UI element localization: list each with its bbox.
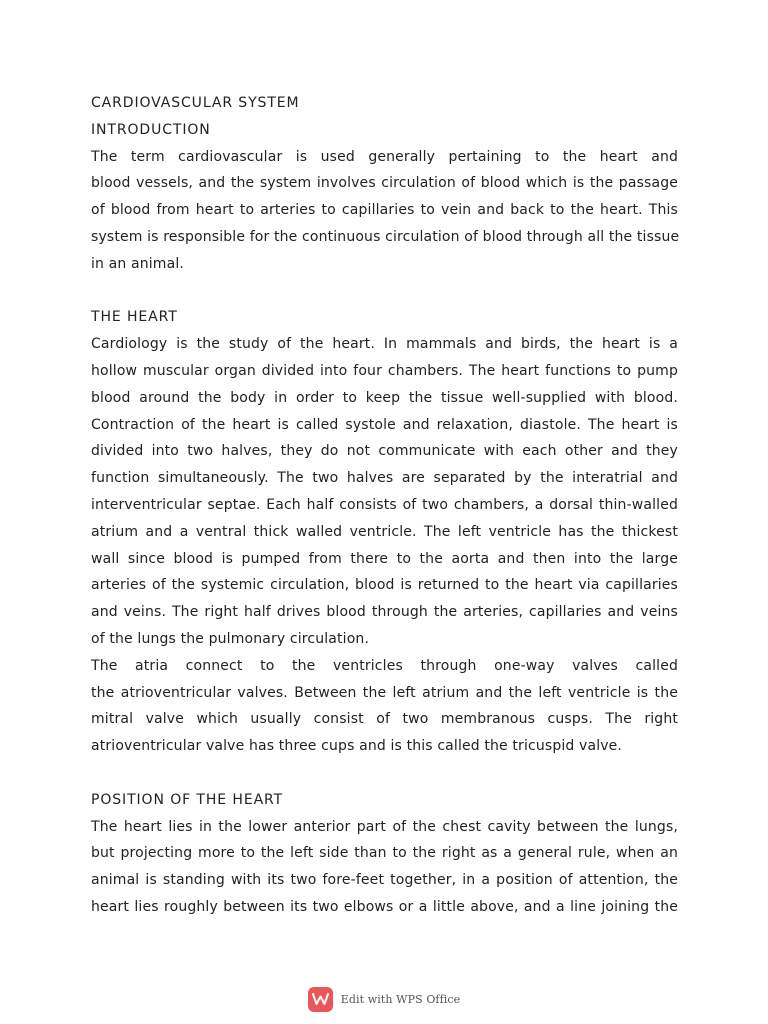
text-line: hollow muscular organ divided into four chambers. The heart functions to pump bbox=[91, 362, 678, 379]
text-line: function simultaneously. The two halves are separated by the interatrial and bbox=[91, 470, 678, 487]
text-line: in an animal. bbox=[91, 255, 184, 272]
section-heading: THE HEART bbox=[91, 309, 178, 326]
document-page bbox=[91, 90, 678, 921]
text-line: Cardiology is the study of the heart. In mammals and birds, the heart is a bbox=[91, 336, 678, 353]
text-line: mitral valve which usually consist of two membranous cusps. The right bbox=[91, 711, 678, 728]
text-line: of the lungs the pulmonary circulation. bbox=[91, 630, 370, 647]
text-line: atrium and a ventral thick walled ventricle. The left ventricle has the thickest bbox=[91, 523, 678, 540]
text-line: of blood from heart to arteries to capillaries to vein and back to the heart. This bbox=[91, 202, 678, 219]
text-line: wall since blood is pumped from there to the aorta and then into the large bbox=[91, 550, 678, 567]
edit-with-wps-button[interactable] bbox=[308, 987, 461, 1012]
text-line: but projecting more to the left side than to the right as a general rule, when an bbox=[91, 845, 678, 862]
text-line: blood vessels, and the system involves circulation of blood which is the passage bbox=[91, 175, 678, 192]
text-line: The heart lies in the lower anterior part of the chest cavity between the lungs, bbox=[91, 818, 678, 835]
text-line: animal is standing with its two fore-feet together, in a position of attention, the bbox=[91, 872, 678, 889]
footer bbox=[0, 985, 768, 1013]
section-heading: INTRODUCTION bbox=[91, 121, 211, 138]
text-line: atrioventricular valve has three cups and is this called the tricuspid valve. bbox=[91, 738, 623, 755]
wps-logo-icon bbox=[308, 987, 333, 1012]
text-line: blood around the body in order to keep the tissue well-supplied with blood. bbox=[91, 389, 678, 406]
text-line: heart lies roughly between its two elbows or a little above, and a line joining the bbox=[91, 898, 678, 915]
text-line: system is responsible for the continuous circulation of blood through all the tissue bbox=[91, 228, 680, 245]
section-heading: POSITION OF THE HEART bbox=[91, 791, 284, 808]
text-line: the atrioventricular valves. Between the left atrium and the left ventricle is the bbox=[91, 684, 678, 701]
text-line: Contraction of the heart is called systole and relaxation, diastole. The heart is bbox=[91, 416, 678, 433]
paragraph-gap bbox=[91, 278, 678, 305]
text-line: divided into two halves, they do not communicate with each other and they bbox=[91, 443, 678, 460]
text-line: The atria connect to the ventricles through one-way valves called bbox=[91, 657, 678, 674]
text-line: The term cardiovascular is used generally pertaining to the heart and bbox=[91, 148, 678, 165]
section-heading: CARDIOVASCULAR SYSTEM bbox=[91, 95, 300, 111]
wps-badge-label: Edit with WPS Office bbox=[340, 992, 461, 1006]
text-line: and veins. The right half drives blood through the arteries, capillaries and veins bbox=[91, 604, 678, 621]
paragraph-gap bbox=[91, 760, 678, 787]
text-line: interventricular septae. Each half consists of two chambers, a dorsal thin-walled bbox=[91, 496, 678, 513]
text-line: arteries of the systemic circulation, blood is returned to the heart via capillaries bbox=[91, 577, 678, 594]
